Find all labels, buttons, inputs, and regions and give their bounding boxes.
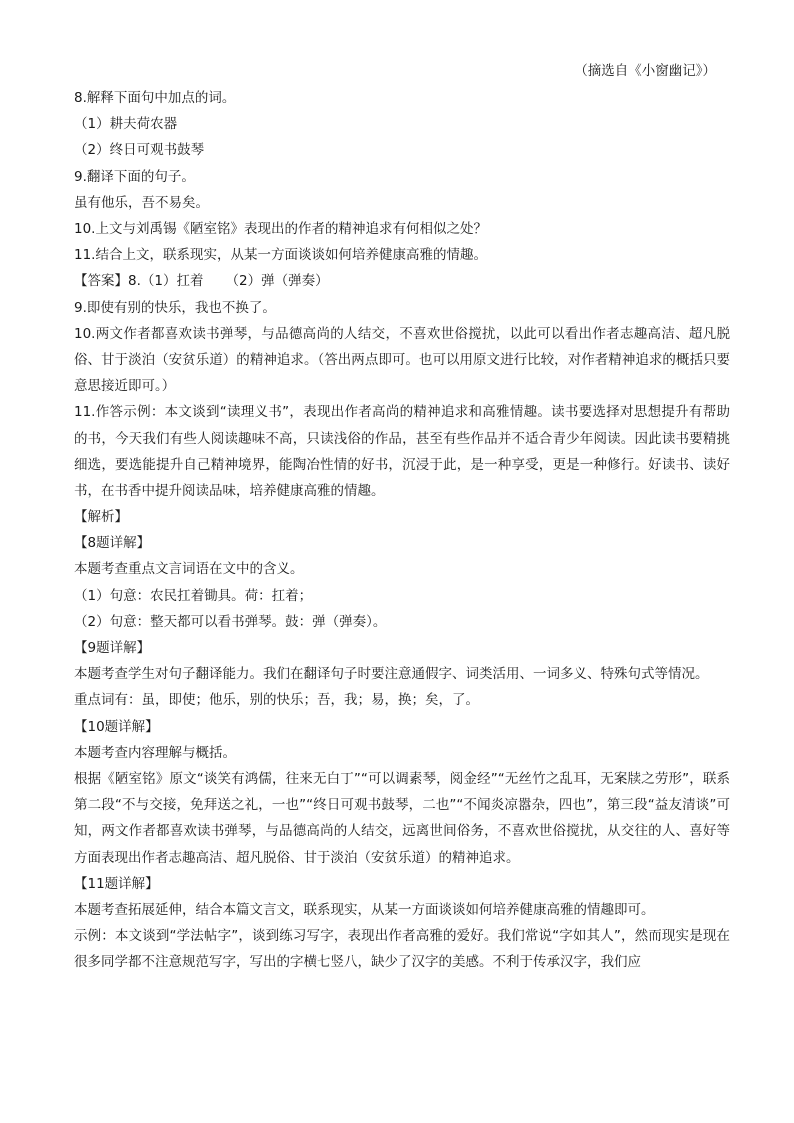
detail-11-intro: 本题考查拓展延伸，结合本篇文言文，联系现实，从某一方面谈谈如何培养健康高雅的情趣即可。 [74,902,655,918]
detail-11-heading: 【11题详解】 [74,875,159,892]
detail-10-heading: 【10题详解】 [74,718,159,735]
detail-8-heading: 【8题详解】 [74,535,151,552]
detail-8-intro: 本题考查重点文言词语在文中的含义。 [74,561,304,578]
detail-9-heading: 【9题详解】 [74,640,151,657]
detail-10-body: 根据《陋室铭》原文“谈笑有鸿儒，往来无白丁”“可以调素琴，阅金经”“无丝竹之乱耳，无案牍之劳形”，联系第二段“不与交接，免拜送之礼，一也”“终日可观书鼓琴，二也”“不闻炎凉嚣杂，四也”，第三段“益友清谈”可知，两文作者都喜欢读书弹琴，与品德高尚的人结交，远离世间俗务，不喜欢世俗搅扰，从交往的人、喜好等方面表现出作者志趣高洁、超凡脱俗、甘于淡泊（安贫乐道）的精神追求。 [74,771,730,866]
question-11-title: 11.结合上文，联系现实，从某一方面谈谈如何培养健康高雅的情趣。 [74,247,487,264]
detail-10-intro: 本题考查内容理解与概括。 [74,744,236,761]
answer-9: 9.即使有别的快乐，我也不换了。 [74,299,276,316]
answer-11: 11.作答示例：本文谈到“读理义书”，表现出作者高尚的精神追求和高雅情趣。读书要选择对思想提升有帮助的书，今天我们有些人阅读趣味不高，只读浅俗的作品，甚至有些作品并不适合青少年阅读。因此读书要精挑细选，要选能提升自己精神境界，能陶冶性情的好书，沉浸于此，是一种享受，更是一种修行。好读书、读好书，在书香中提升阅读品味，培养健康高雅的情趣。 [74,404,730,499]
question-8-item-2: （2）终日可观书鼓琴 [74,142,205,159]
analysis-label: 【解析】 [74,509,128,526]
answer-10: 10.两文作者都喜欢读书弹琴，与品德高尚的人结交，不喜欢世俗搅扰，以此可以看出作者志趣高洁、超凡脱俗、甘于淡泊（安贫乐道）的精神追求。（答出两点即可。也可以用原文进行比较，对作者精神追求的概括只要意思接近即可。） [74,325,730,395]
detail-9-intro: 本题考查学生对句子翻译能力。我们在翻译句子时要注意通假字、词类活用、一词多义、特殊句式等情况。 [74,666,709,683]
detail-8-line-1: （1）句意：农民扛着锄具。荷：扛着； [74,587,313,604]
detail-8-line-2: （2）句意：整天都可以看书弹琴。鼓：弹（弹奏）。 [74,613,387,630]
question-9-title: 9.翻译下面的句子。 [74,168,195,185]
document-content [74,85,730,976]
question-9-sentence: 虽有他乐，吾不易矣。 [74,194,209,211]
detail-11-body: 示例：本文谈到“学法帖字”，谈到练习写字，表现出作者高雅的爱好。我们常说“字如其人”，然而现实是现在很多同学都不注意规范写字，写出的字横七竖八，缺少了汉字的美感。不利于传承汉字，我们应 [74,928,730,971]
question-10-title: 10.上文与刘禹锡《陋室铭》表现出的作者的精神追求有何相似之处？ [74,220,487,237]
question-8-item-1: （1）耕夫荷农器 [74,116,178,133]
source-citation: （摘选自《小窗幽记》） [574,63,716,79]
detail-9-line-1: 重点词有：虽，即使；他乐，别的快乐；吾，我；易，换；矣，了。 [74,692,479,709]
answer-8: 【答案】8.（1）扛着 （2）弹（弹奏） [74,273,329,290]
question-8-title: 8.解释下面句中加点的词。 [74,90,236,106]
